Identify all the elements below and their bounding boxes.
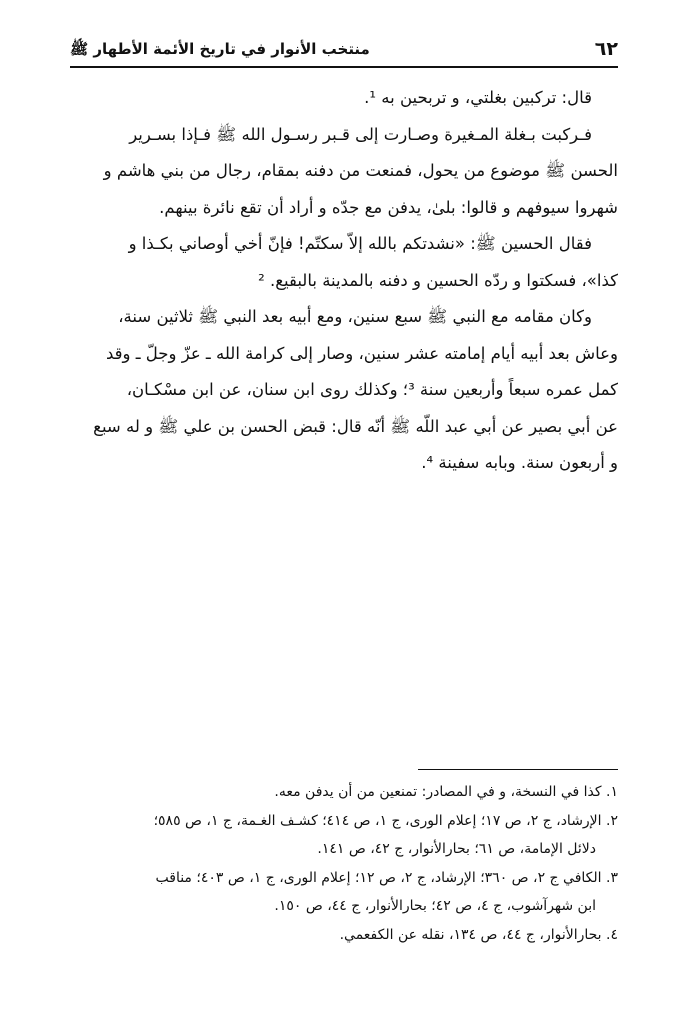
text-line: كمل عمره سبعاً وأربعين سنة ³؛ وكذلك روى ابن سنان، عن ابن مسْكـان، [126, 380, 618, 399]
main-text [68, 80, 618, 482]
text-line: كذا»، فسكتوا و ردّه الحسين و دفنه بالمدينة بالبقيع. ² [258, 270, 618, 290]
text-line: قال: تركبين بغلتي، و تربحين به ¹. [364, 88, 592, 107]
footnote-line: ٤. بحارالأنوار، ج ٤٤، ص ١٣٤، نقله عن الكفعمي. [339, 926, 618, 943]
text-line: فـركبت بـغلة المـغيرة وصـارت إلى قـبر رسـول الله ﷺ فـإذا بسـرير [129, 124, 592, 144]
text-line: عن أبي بصير عن أبي عبد اللّه ﷺ أنّه قال: قبض الحسن بن علي ﷺ و له سبع [93, 416, 618, 436]
footnotes [66, 778, 618, 949]
text-line: فقال الحسين ﷺ: «نشدتكم بالله إلاّ سكتّم! فإنّ أخي أوصاني بكـذا و [128, 234, 592, 253]
text-line: وعاش بعد أبيه أيام إمامته عشر سنين، وصار إلى كرامة الله ـ عزّ وجلّ ـ وقد [105, 343, 618, 363]
footnote-line: ١. كذا في النسخة، و في المصادر: تمنعين من أن يدفن معه. [274, 784, 618, 800]
text-line: وكان مقامه مع النبي ﷺ سبع سنين، ومع أبيه بعد النبي ﷺ ثلاثين سنة، [118, 307, 592, 326]
header-rule [70, 66, 618, 68]
text-line: الحسن ﷺ موضوع من يحول، فمنعت من دفنه بمقام، رجال من بني هاشم و [103, 161, 618, 180]
text-line: و أربعون سنة. وبابه سفينة ⁴. [421, 453, 618, 472]
text-line: شهروا سيوفهم و قالوا: بلىٰ، يدفن مع جدّه و أراد أن تقع نائرة بينهم. [159, 197, 618, 217]
footnote-line: ابن شهرآشوب، ج ٤، ص ٤٢؛ بحارالأنوار، ج ٤٤، ص ١٥٠. [274, 898, 596, 914]
footnote-line: ٢. الإرشاد، ج ٢، ص ١٧؛ إعلام الورى، ج ١، ص ٤١٤؛ كشـف الغـمة، ج ١، ص ٥٨٥؛ [153, 812, 618, 829]
footnote-line: ٣. الكافي ج ٢، ص ٣٦٠؛ الإرشاد، ج ٢، ص ١٢؛ إعلام الورى، ج ١، ص ٤٠٣؛ مناقب [155, 869, 618, 886]
page-number: ٦٢ [594, 38, 618, 60]
page-header [70, 36, 618, 62]
footnote-line: دلائل الإمامة، ص ٦١؛ بحارالأنوار، ج ٤٢، ص ١٤١. [317, 841, 596, 857]
footnote-rule [418, 769, 618, 770]
running-title: منتخب الأنوار في تاريخ الأئمة الأطهار ﷺ [70, 40, 370, 58]
